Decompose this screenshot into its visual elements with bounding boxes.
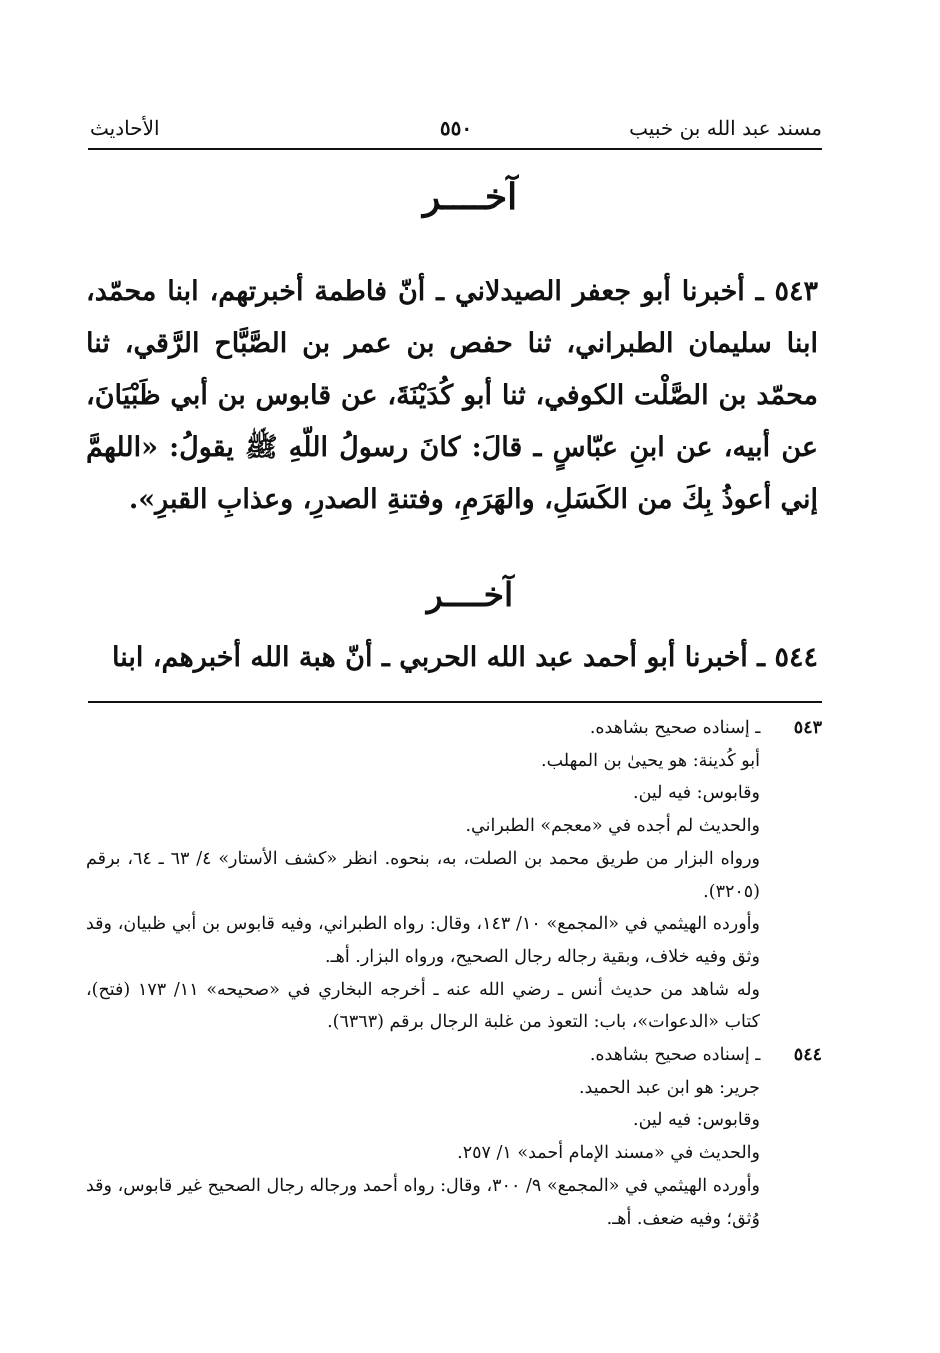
footnote-heading <box>86 712 822 745</box>
hadith-text: ـ أخبرنا أبو جعفر الصيدلاني ـ أنّ فاطمة أخبرتهم، ابنا محمّد، ابنا سليمان الطبراني، ثنا حفص بن عمر بن الصَّبَّاح الرَّقي، ثنا محمّد بن الصَّلْت الكوفي، ثنا أبو كُدَيْنَةَ، عن قابوس بن أبي ظَبْيَانَ، عن أبيه، عن ابنِ عبّاسٍ ـ قالَ: كانَ رسولُ اللّهِ ﷺ يقولُ: «اللهمَّ إني أعوذُ بِكَ من الكَسَلِ، والهَرَمِ، وفتنةِ الصدرِ، وعذابِ القبرِ». <box>86 276 818 515</box>
section-title: آخــــر <box>422 176 518 218</box>
footnote-line: وأورده الهيثمي في «المجمع» ٩/ ٣٠٠، وقال: رواه أحمد ورجاله رجال الصحيح غير قابوس، وقد وُثق؛ وفيه ضعف. أهـ. <box>86 1175 760 1229</box>
footnote-number: ٥٤٤ <box>793 1045 822 1066</box>
hadith-paragraph <box>86 632 818 684</box>
hadith-text: ـ أخبرنا أبو أحمد عبد الله الحربي ـ أنّ هبة الله أخبرهم، ابنا <box>112 642 766 673</box>
footnote-block <box>86 1039 822 1235</box>
running-header <box>90 116 822 146</box>
header-book-title: مسند عبد الله بن خبيب <box>629 116 822 140</box>
footnote-line: وقابوس: فيه لين. <box>633 783 760 804</box>
footnote-heading <box>86 1039 822 1072</box>
section-title: آخــــر <box>426 575 514 614</box>
footnote-grading: ـ إسناده صحيح بشاهده. <box>589 1045 761 1066</box>
footnote-line: ورواه البزار من طريق محمد بن الصلت، به، بنحوه. انظر «كشف الأستار» ٤/ ٦٣ ـ ٦٤، برقم (٣٢٠٥). <box>86 848 760 902</box>
footnote-divider <box>88 701 822 703</box>
footnote-line: وله شاهد من حديث أنس ـ رضي الله عنه ـ أخرجه البخاري في «صحيحه» ١١/ ١٧٣ (فتح)، كتاب «الدعوات»، باب: التعوذ من غلبة الرجال برقم (٦٣٦٣). <box>86 979 760 1033</box>
hadith-number: ٥٤٣ <box>774 276 819 307</box>
footnote-line: وأورده الهيثمي في «المجمع» ١٠/ ١٤٣، وقال: رواه الطبراني، وفيه قابوس بن أبي ظبيان، وقد وثق وفيه خلاف، وبقية رجاله رجال الصحيح، ورواه البزار. أهـ. <box>86 914 760 967</box>
footnote-block <box>86 712 822 1039</box>
header-divider <box>88 148 822 150</box>
hadith-paragraph <box>86 266 818 526</box>
header-section-name: الأحاديث <box>90 116 160 140</box>
footnote-line: وقابوس: فيه لين. <box>633 1110 760 1131</box>
footnote-line: والحديث في «مسند الإمام أحمد» ١/ ٢٥٧. <box>457 1143 760 1164</box>
footnote-grading: ـ إسناده صحيح بشاهده. <box>589 718 761 738</box>
footnote-number: ٥٤٣ <box>793 718 822 738</box>
hadith-number: ٥٤٤ <box>774 642 818 673</box>
footnote-line: جرير: هو ابن عبد الحميد. <box>578 1077 760 1098</box>
page-number: ٥٥٠ <box>439 116 473 140</box>
footnote-line: والحديث لم أجده في «معجم» الطبراني. <box>465 816 760 837</box>
footnotes <box>86 712 822 1235</box>
footnote-line: أبو كُدينة: هو يحيىٰ بن المهلب. <box>541 750 760 771</box>
